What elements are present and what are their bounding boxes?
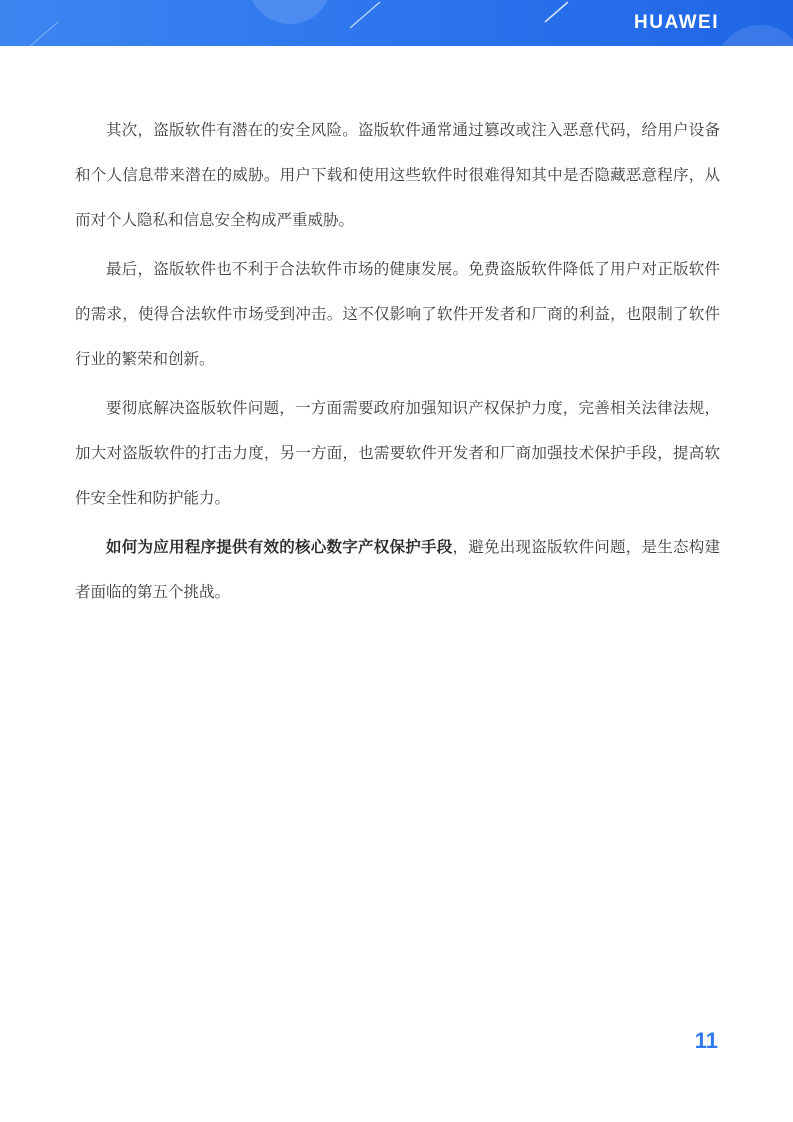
page-number: 11 [694, 1028, 718, 1053]
document-body [75, 108, 720, 619]
paragraph-1: 其次，盗版软件有潜在的安全风险。盗版软件通常通过篡改或注入恶意代码，给用户设备和个人信息带来潜在的威胁。用户下载和使用这些软件时很难得知其中是否隐藏恶意程序，从而对个人隐私和信息安全构成严重威胁。 [75, 121, 720, 229]
page-header-banner [0, 0, 793, 46]
paragraph-2: 最后，盗版软件也不利于合法软件市场的健康发展。免费盗版软件降低了用户对正版软件的需求，使得合法软件市场受到冲击。这不仅影响了软件开发者和厂商的利益，也限制了软件行业的繁荣和创新。 [75, 260, 720, 368]
emphasis-text: 如何为应用程序提供有效的核心数字产权保护手段 [106, 538, 453, 556]
paragraph-4: 如何为应用程序提供有效的核心数字产权保护手段，避免出现盗版软件问题，是生态构建者面临的第五个挑战。 [75, 538, 720, 601]
paragraph-3: 要彻底解决盗版软件问题，一方面需要政府加强知识产权保护力度，完善相关法律法规，加大对盗版软件的打击力度，另一方面，也需要软件开发者和厂商加强技术保护手段，提高软件安全性和防护能力。 [75, 399, 720, 507]
huawei-logo-text: HUAWEI [634, 12, 719, 33]
